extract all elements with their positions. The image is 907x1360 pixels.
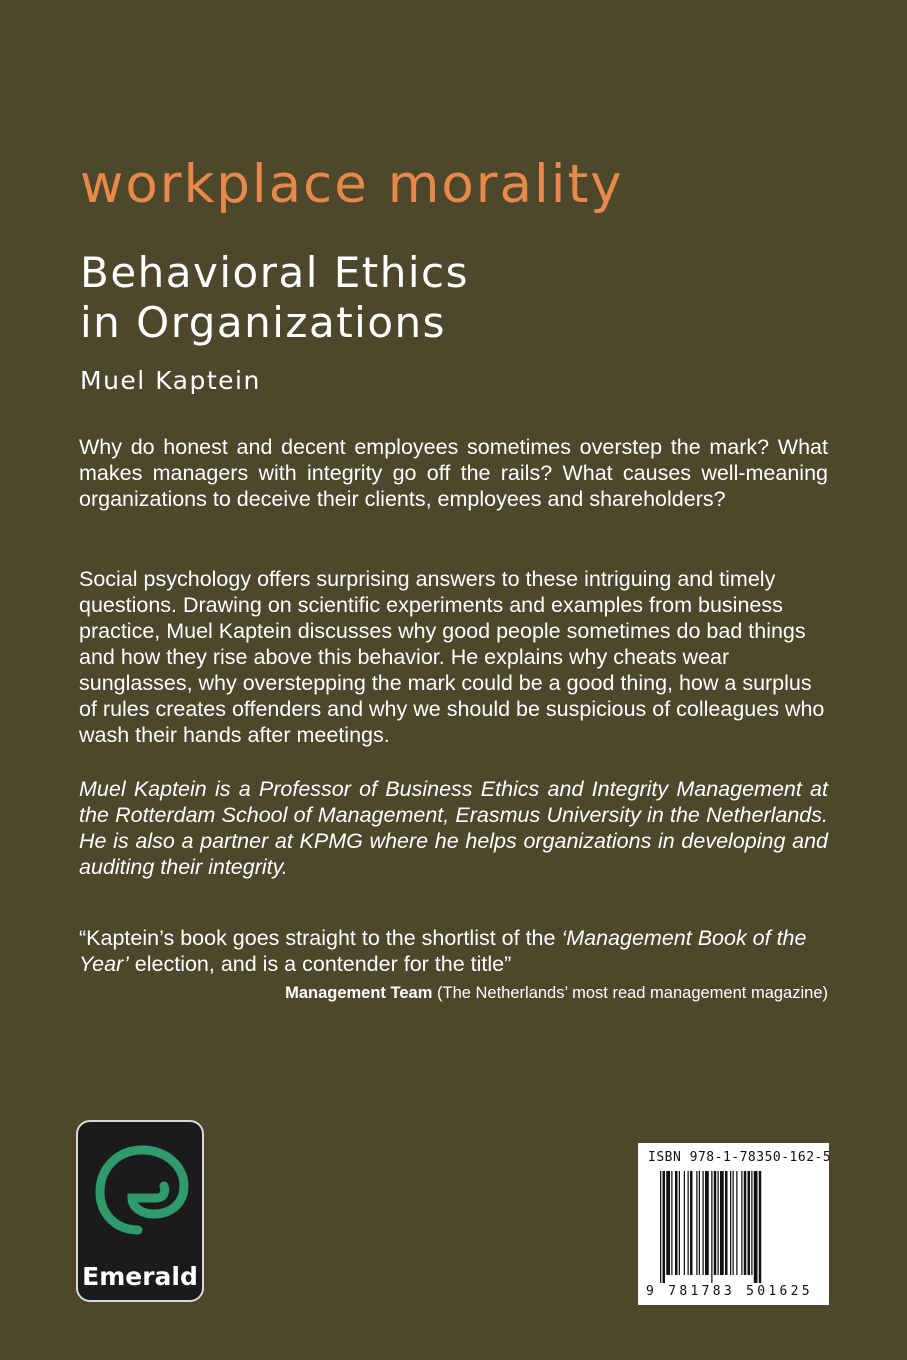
publisher-name: Emerald <box>82 1262 198 1291</box>
author-name: Muel Kaptein <box>80 366 261 395</box>
source-name: Management Team <box>285 984 433 1002</box>
isbn-barcode <box>638 1143 832 1305</box>
quote-text-start: “Kaptein’s book goes straight to the shortlist of the <box>79 926 562 950</box>
source-detail: (The Netherlands’ most read management magazine) <box>432 984 828 1002</box>
blurb-paragraph-2: Social psychology offers surprising answers to these intriguing and timely questions. Drawing on scientific experiments and examples from business practice, Muel Kaptein discusses why good people sometimes do bad things and how they rise above this behavior. He explains why cheats wear sunglasses, why overstepping the mark could be a good thing, how a surplus of rules creates offenders and why we should be suspicious of colleagues who wash their hands after meetings. <box>79 567 825 747</box>
publisher-logo <box>76 1120 204 1302</box>
subtitle-line-1: Behavioral Ethics <box>80 248 470 297</box>
emerald-spiral-icon <box>78 1122 202 1262</box>
book-subtitle <box>80 248 469 348</box>
barcode-digits: 9 781783 501625 <box>646 1284 813 1299</box>
review-source <box>285 984 828 1003</box>
book-title: workplace morality <box>80 154 624 215</box>
isbn-label: ISBN 978-1-78350-162-5 <box>648 1150 832 1165</box>
quote-text-end: election, and is a contender for the title” <box>128 952 512 976</box>
author-bio: Muel Kaptein is a Professor of Business Ethics and Integrity Management at the Rotterdam School of Management, Erasmus University in the Netherlands. He is also a partner at KPMG where he helps organizations in developing and auditing their integrity. <box>79 777 828 879</box>
quote-award-name: ‘Management Book of the Year’ <box>79 926 807 976</box>
barcode-bars <box>660 1171 810 1283</box>
blurb-paragraph-1: Why do honest and decent employees sometimes overstep the mark? What makes managers with integrity go off the rails? What causes well-meaning organizations to deceive their clients, employees and shareholders? <box>79 435 828 511</box>
review-quote <box>79 925 839 977</box>
subtitle-line-2: in Organizations <box>80 298 447 347</box>
